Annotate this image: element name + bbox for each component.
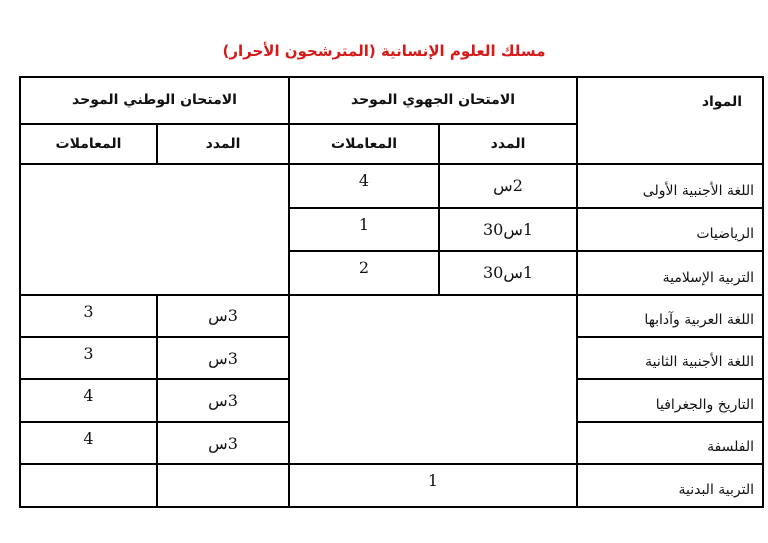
coefficient-cell: 3 (20, 295, 157, 337)
coefficient-cell: 1 (289, 464, 577, 507)
subject-cell: الرياضيات (577, 208, 763, 252)
empty-national-block (20, 164, 289, 295)
subject-cell: التاريخ والجغرافيا (577, 379, 763, 421)
subject-cell: الفلسفة (577, 422, 763, 464)
duration-cell: 3س (157, 379, 289, 421)
table-row (20, 464, 763, 507)
subject-cell: اللغة الأجنبية الأولى (577, 164, 763, 208)
coefficient-cell: 2 (289, 251, 439, 295)
page-title: مسلك العلوم الإنسانية (المترشحون الأحرار) (222, 42, 546, 60)
coefficient-cell: 4 (20, 422, 157, 464)
subject-cell: اللغة الأجنبية الثانية (577, 337, 763, 379)
empty-cell (157, 464, 289, 507)
coefficient-cell: 1 (289, 208, 439, 252)
subject-cell: التربية الإسلامية (577, 251, 763, 295)
header-regional-exam: الامتحان الجهوي الموحد (289, 77, 577, 124)
table-row (20, 164, 763, 208)
header-national-coefficients: المعاملات (20, 124, 157, 164)
header-subjects: المواد (577, 77, 763, 164)
duration-cell: 1س30 (439, 208, 577, 252)
header-national-exam: الامتحان الوطني الموحد (20, 77, 289, 124)
table-row (20, 295, 763, 337)
exam-table (19, 76, 764, 508)
header-regional-coefficients: المعاملات (289, 124, 439, 164)
coefficient-cell: 4 (20, 379, 157, 421)
duration-cell: 3س (157, 422, 289, 464)
duration-cell: 3س (157, 295, 289, 337)
duration-cell: 3س (157, 337, 289, 379)
coefficient-cell: 3 (20, 337, 157, 379)
subject-cell: اللغة العربية وآدابها (577, 295, 763, 337)
empty-regional-block (289, 295, 577, 465)
duration-cell: 1س30 (439, 251, 577, 295)
coefficient-cell: 4 (289, 164, 439, 208)
header-national-duration: المدد (157, 124, 289, 164)
subject-cell: التربية البدنية (577, 464, 763, 507)
header-regional-duration: المدد (439, 124, 577, 164)
duration-cell: 2س (439, 164, 577, 208)
empty-cell (20, 464, 157, 507)
